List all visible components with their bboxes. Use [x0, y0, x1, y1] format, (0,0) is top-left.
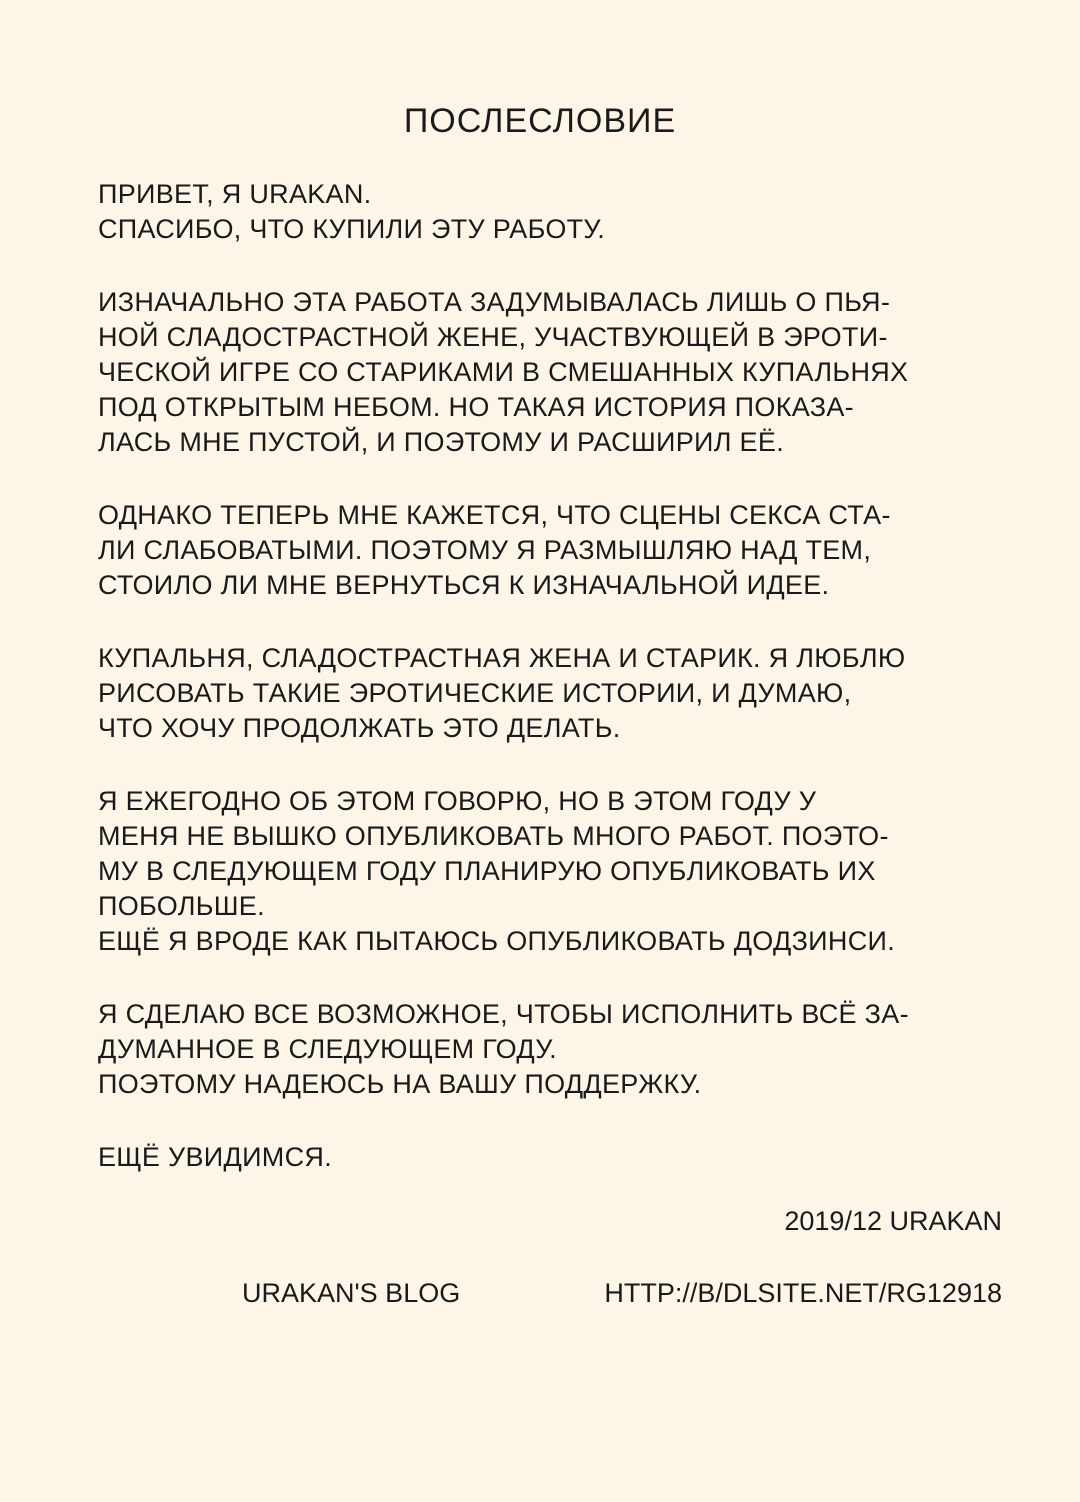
paragraph: [98, 997, 1038, 1102]
page-title: ПОСЛЕСЛОВИЕ: [403, 102, 677, 140]
afterword-body: [98, 177, 1038, 1213]
paragraph: [98, 498, 1038, 603]
text-line: МЕНЯ НЕ ВЫШКО ОПУБЛИКОВАТЬ МНОГО РАБОТ. ПОЭТО-: [98, 821, 889, 851]
paragraph: [98, 285, 1038, 460]
text-line: РИСОВАТЬ ТАКИЕ ЭРОТИЧЕСКИЕ ИСТОРИИ, И ДУМАЮ,: [98, 678, 852, 708]
text-line: ПОЭТОМУ НАДЕЮСЬ НА ВАШУ ПОДДЕРЖКУ.: [98, 1069, 702, 1099]
text-line: ЧТО ХОЧУ ПРОДОЛЖАТЬ ЭТО ДЕЛАТЬ.: [98, 713, 621, 743]
text-line: ДУМАННОЕ В СЛЕДУЮЩЕМ ГОДУ.: [98, 1034, 557, 1064]
text-line: ЕЩЁ УВИДИМСЯ.: [98, 1142, 332, 1172]
text-line: Я СДЕЛАЮ ВСЕ ВОЗМОЖНОЕ, ЧТОБЫ ИСПОЛНИТЬ ВСЁ ЗА-: [98, 999, 909, 1029]
paragraph: [98, 1140, 1038, 1175]
text-line: ОДНАКО ТЕПЕРЬ МНЕ КАЖЕТСЯ, ЧТО СЦЕНЫ СЕКСА СТА-: [98, 500, 891, 530]
text-line: СТОИЛО ЛИ МНЕ ВЕРНУТЬСЯ К ИЗНАЧАЛЬНОЙ ИДЕЕ.: [98, 570, 830, 600]
text-line: ЕЩЁ Я ВРОДЕ КАК ПЫТАЮСЬ ОПУБЛИКОВАТЬ ДОДЗИНСИ.: [98, 926, 895, 956]
text-line: ПРИВЕТ, Я URAKAN.: [98, 179, 372, 209]
text-line: ЛАСЬ МНЕ ПУСТОЙ, И ПОЭТОМУ И РАСШИРИЛ ЕЁ.: [98, 427, 784, 457]
text-line: Я ЕЖЕГОДНО ОБ ЭТОМ ГОВОРЮ, НО В ЭТОМ ГОДУ У: [98, 786, 817, 816]
text-line: НОЙ СЛАДОСТРАСТНОЙ ЖЕНЕ, УЧАСТВУЮЩЕЙ В ЭРОТИ-: [98, 322, 888, 352]
text-line: КУПАЛЬНЯ, СЛАДОСТРАСТНАЯ ЖЕНА И СТАРИК. Я ЛЮБЛЮ: [98, 643, 906, 673]
text-line: ЧЕСКОЙ ИГРЕ СО СТАРИКАМИ В СМЕШАННЫХ КУПАЛЬНЯХ: [98, 357, 909, 387]
paragraph: [98, 177, 1038, 247]
text-line: ЛИ СЛАБОВАТЫМИ. ПОЭТОМУ Я РАЗМЫШЛЯЮ НАД ТЕМ,: [98, 535, 872, 565]
paragraph: [98, 641, 1038, 746]
blog-url: HTTP://B/DLSITE.NET/RG12918: [604, 1278, 1002, 1308]
text-line: СПАСИБО, ЧТО КУПИЛИ ЭТУ РАБОТУ.: [98, 214, 606, 244]
blog-label: URAKAN'S BLOG: [242, 1278, 461, 1308]
text-line: ИЗНАЧАЛЬНО ЭТА РАБОТА ЗАДУМЫВАЛАСЬ ЛИШЬ О ПЬЯ-: [98, 287, 891, 317]
text-line: ПОБОЛЬШЕ.: [98, 891, 265, 921]
paragraph: [98, 784, 1038, 959]
signature: 2019/12 URAKAN: [784, 1206, 1002, 1236]
text-line: МУ В СЛЕДУЮЩЕМ ГОДУ ПЛАНИРУЮ ОПУБЛИКОВАТЬ ИХ: [98, 856, 876, 886]
text-line: ПОД ОТКРЫТЫМ НЕБОМ. НО ТАКАЯ ИСТОРИЯ ПОКАЗА-: [98, 392, 854, 422]
